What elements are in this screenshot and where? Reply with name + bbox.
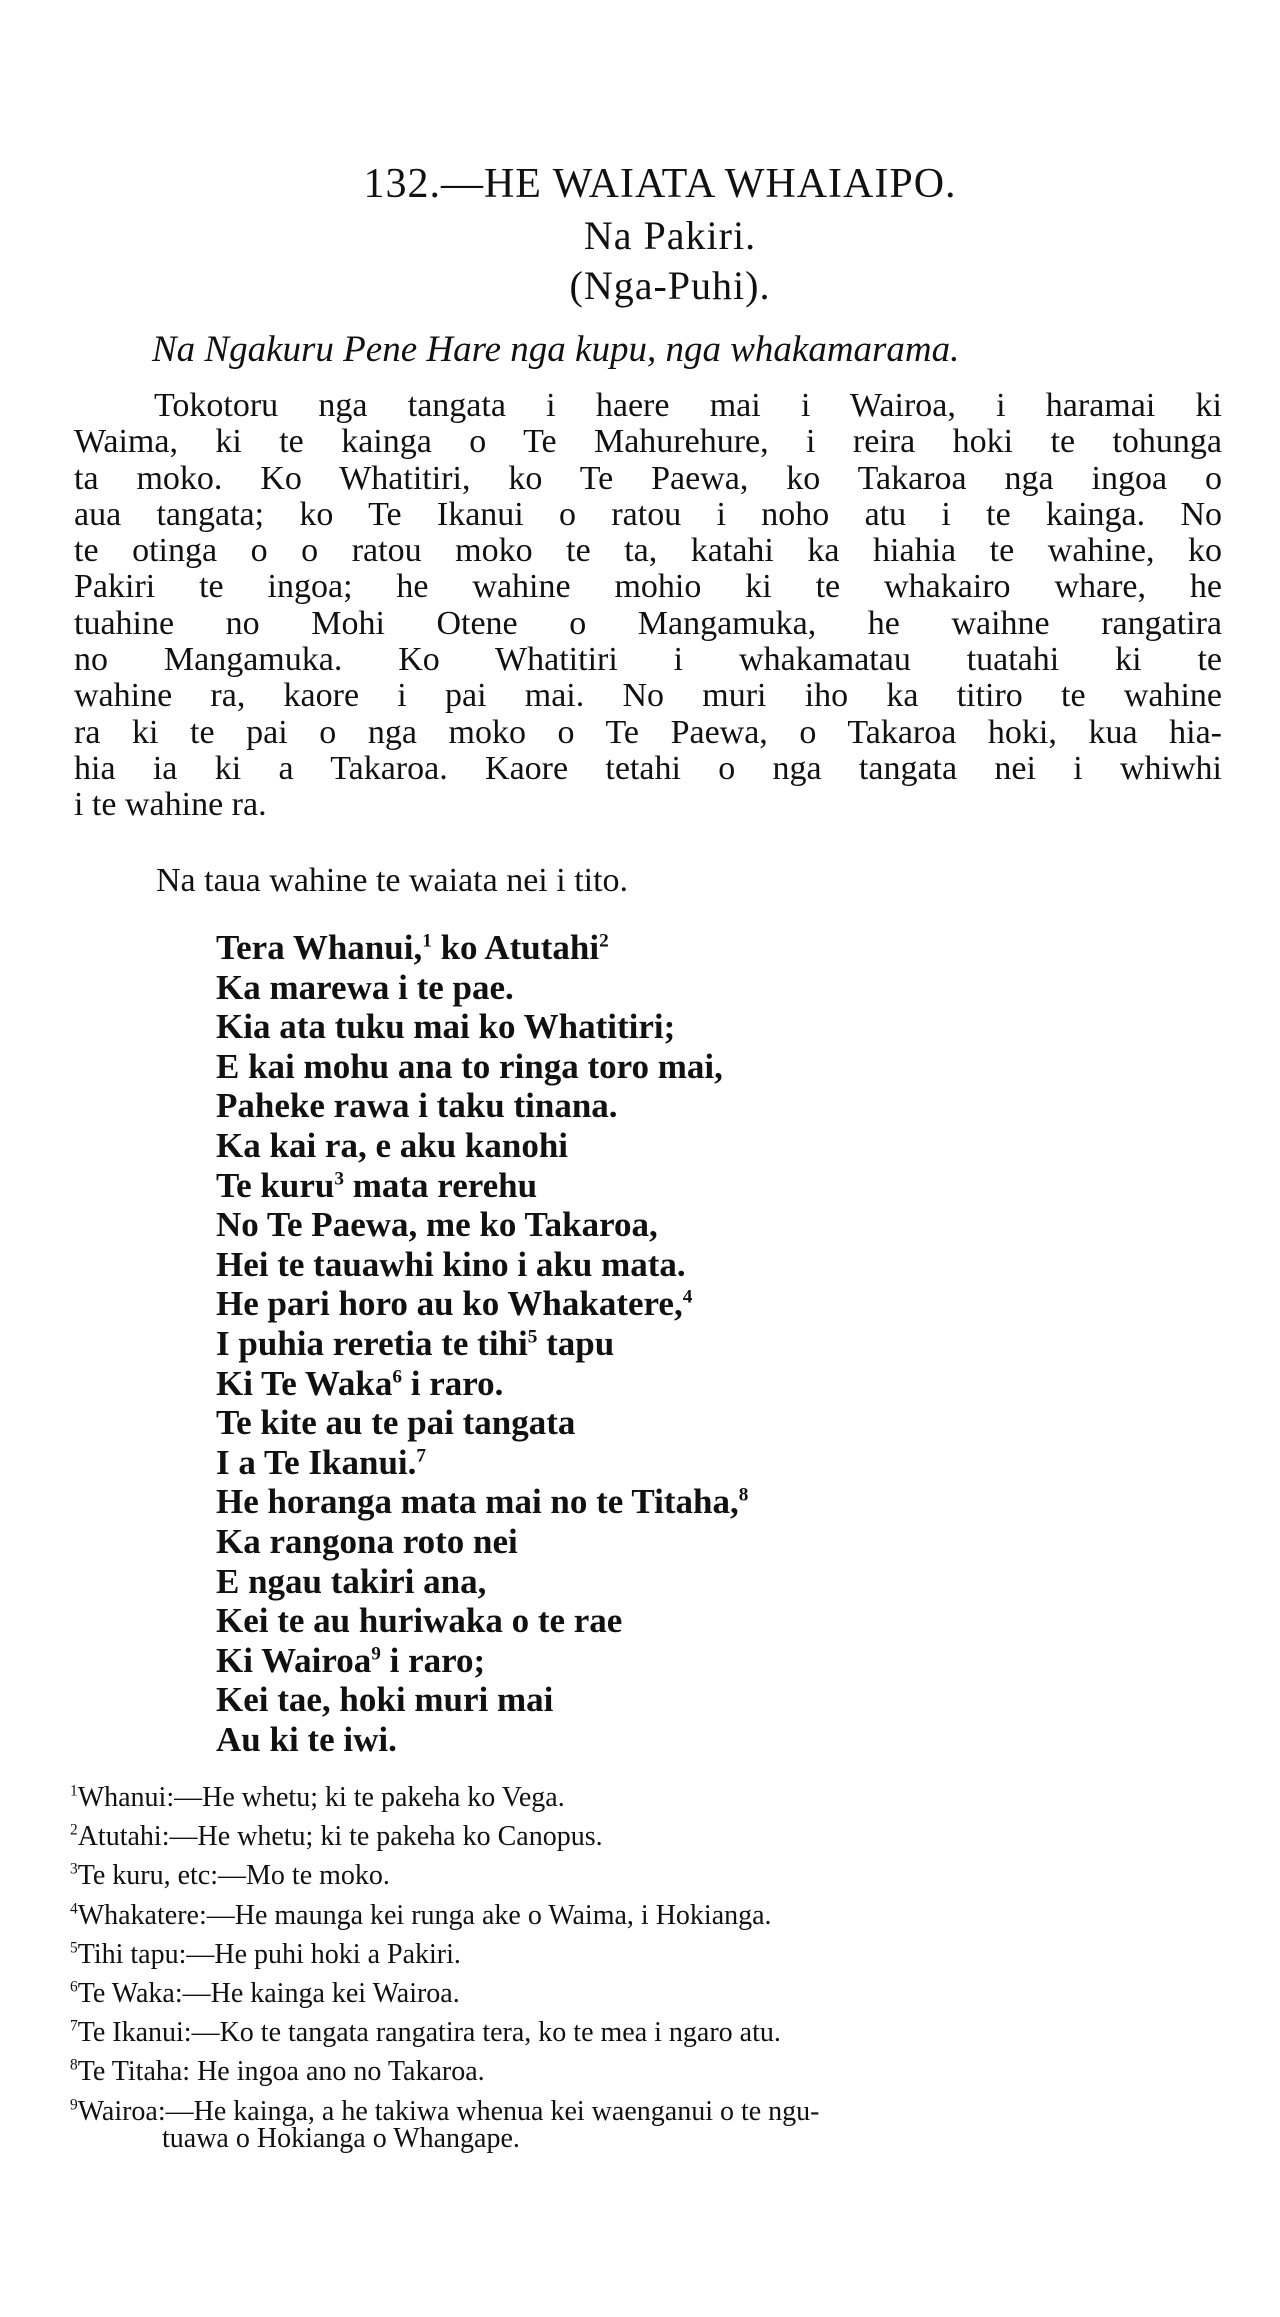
- intro-line: Tokotoru nga tangata i haere mai i Wairoa, i haramai ki: [154, 387, 1222, 424]
- poem-line: E ngau takiri ana,: [216, 1561, 487, 1601]
- intro-line: tuahine no Mohi Otene o Mangamuka, he waihne rangatira: [74, 604, 1222, 642]
- intro-line: ra ki te pai o nga moko o Te Paewa, o Takaroa hoki, kua hia-: [74, 713, 1222, 751]
- composition-note: Na taua wahine te waiata nei i tito.: [156, 862, 629, 899]
- poem-line: Kei tae, hoki muri mai: [216, 1680, 554, 1720]
- poem-line: Ka marewa i te pae.: [216, 967, 514, 1007]
- poem-line: Ki Te Waka$^6$ i raro.: [216, 1363, 504, 1403]
- intro-line: te otinga o o ratou moko te ta, katahi ka hiahia te wahine, ko: [74, 532, 1222, 570]
- footnote: $^6$Te Waka:—He kainga kei Wairoa.: [70, 1977, 460, 2009]
- footnote-mark: 9: [371, 1643, 381, 1665]
- footnote: $^5$Tihi tapu:—He puhi hoki a Pakiri.: [70, 1938, 461, 1970]
- intro-line: no Mangamuka. Ko Whatitiri i whakamatau tuatahi ki te: [74, 641, 1222, 679]
- poem-line: He pari horo au ko Whakatere,$^4$: [216, 1284, 693, 1324]
- attribution-line: Na Ngakuru Pene Hare nga kupu, nga whakamarama.: [152, 329, 960, 370]
- footnote: $^8$Te Titaha: He ingoa ano no Takaroa.: [70, 2056, 485, 2088]
- footnote-mark: 7: [416, 1445, 427, 1467]
- footnote-mark: 4: [682, 1286, 693, 1308]
- intro-line: Waima, ki te kainga o Te Mahurehure, i reira hoki te tohunga: [74, 423, 1222, 461]
- footnote-mark: 3: [334, 1167, 344, 1189]
- footnote: $^2$Atutahi:—He whetu; ki te pakeha ko Canopus.: [70, 1821, 603, 1853]
- footnote: $^4$Whakatere:—He maunga kei runga ake o Waima, i Hokianga.: [70, 1899, 772, 1931]
- intro-line: i te wahine ra.: [74, 786, 267, 824]
- poem-line: I puhia reretia te tihi$^5$ tapu: [216, 1323, 615, 1363]
- intro-line: hia ia ki a Takaroa. Kaore tetahi o nga tangata nei i whiwhi: [74, 749, 1222, 787]
- poem-line: Hei te tauawhi kino i aku mata.: [216, 1244, 686, 1284]
- song-title: 132.—HE WAIATA WHAIAIPO.: [363, 161, 957, 207]
- composer-line: Na Pakiri.: [583, 213, 757, 258]
- footnote-mark: 5: [527, 1326, 538, 1348]
- poem-line: Kei te au huriwaka o te rae: [216, 1601, 623, 1641]
- poem-line: Kia ata tuku mai ko Whatitiri;: [216, 1007, 676, 1047]
- intro-line: ta moko. Ko Whatitiri, ko Te Paewa, ko Takaroa nga ingoa o: [74, 459, 1222, 497]
- poem-line: No Te Paewa, me ko Takaroa,: [216, 1205, 658, 1245]
- poem-line: He horanga mata mai no te Titaha,$^8$: [216, 1482, 749, 1522]
- intro-line: wahine ra, kaore i pai mai. No muri iho ka titiro te wahine: [74, 677, 1222, 715]
- footnote: $^3$Te kuru, etc:—Mo te moko.: [70, 1860, 390, 1892]
- footnote: $^1$Whanui:—He whetu; ki te pakeha ko Vega.: [70, 1782, 565, 1813]
- poem-line: Te kuru$^3$ mata rerehu: [216, 1165, 538, 1205]
- poem-line: Au ki te iwi.: [216, 1719, 397, 1759]
- poem-line: Tera Whanui,$^1$ ko Atutahi$^2$: [216, 928, 609, 967]
- poem-line: I a Te Ikanui.$^7$: [216, 1442, 427, 1482]
- footnote: $^9$Wairoa:—He kainga, a he takiwa whenua kei waenganui o te ngu-: [70, 2095, 820, 2127]
- footnote: $^7$Te Ikanui:—Ko te tangata rangatira tera, ko te mea i ngaro atu.: [70, 2017, 781, 2049]
- footnote-mark: 2: [599, 930, 609, 952]
- intro-line: Pakiri te ingoa; he wahine mohio ki te whakairo whare, he: [74, 568, 1222, 606]
- intro-paragraph: [74, 388, 1222, 824]
- footnote-mark: 8: [738, 1484, 749, 1506]
- poem-text: [216, 928, 748, 1759]
- poem-line: Ki Wairoa$^9$ i raro;: [216, 1640, 486, 1680]
- footnotes: [70, 1778, 1220, 2158]
- poem-line: Te kite au te pai tangata: [216, 1403, 576, 1443]
- footnote-continuation: tuawa o Hokianga o Whangape.: [162, 2122, 520, 2154]
- footnote-mark: 6: [392, 1365, 403, 1387]
- poem-line: Paheke rawa i taku tinana.: [216, 1086, 618, 1126]
- tribe-line: (Nga-Puhi).: [569, 263, 771, 308]
- poem-line: E kai mohu ana to ringa toro mai,: [216, 1046, 723, 1086]
- intro-line: aua tangata; ko Te Ikanui o ratou i noho atu i te kainga. No: [74, 495, 1222, 533]
- footnote-mark: 1: [422, 930, 432, 952]
- poem-line: Ka kai ra, e aku kanohi: [216, 1125, 569, 1165]
- poem-line: Ka rangona roto nei: [216, 1521, 518, 1561]
